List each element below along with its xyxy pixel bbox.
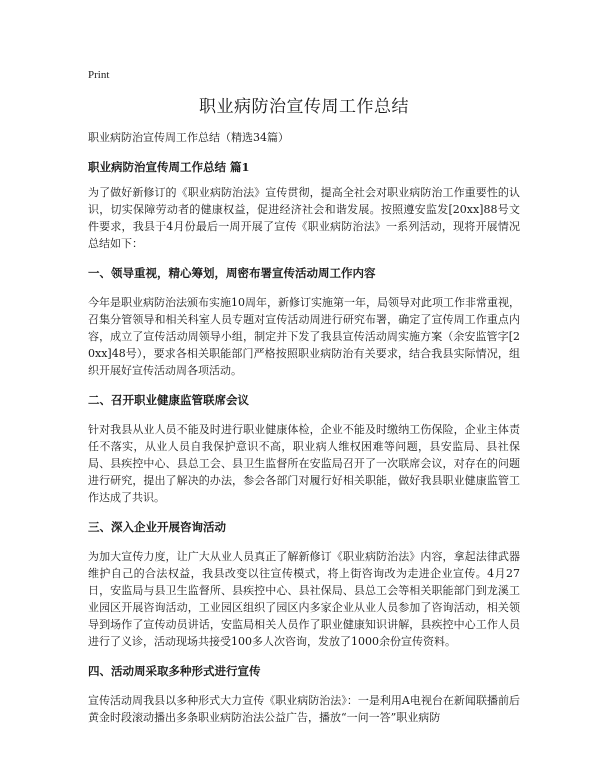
section-body-4: 宣传活动周我县以多种形式大力宣传《职业病防治法》：一是利用A电视台在新闻联播前后黄金时段滚动播出多条职业病防治法公益广告，播放“一问一答”职业病防: [88, 694, 520, 724]
section-body-2: 针对我县从业人员不能及时进行职业健康体检，企业不能及时缴纳工伤保险，企业主体责任不落实，从业人员自我保护意识不高，职业病人维权困难等问题，县安监局、县社保局、县疾控中心、县总工会、县卫生监督所在安监局召开了一次联席会议，对存在的问题进行研究，提出了解决的办法，参会各部门对履行好相关职能，做好我县职业健康监管工作达成了共识。: [88, 423, 520, 504]
section-heading-4: 四、活动周采取多种形式进行宣传: [88, 664, 261, 678]
intro-paragraph: 为了做好新修订的《职业病防治法》宣传贯彻，提高全社会对职业病防治工作重要性的认识，切实保障劳动者的健康权益，促进经济社会和谐发展。按照遵安监发[20xx]88号文件要求，我县于4月份最后一周开展了宣传《职业病防治法》一系列活动，现将开展情况总结如下：: [88, 186, 520, 250]
print-label[interactable]: Print: [88, 69, 110, 81]
document-title: 职业病防治宣传周工作总结: [199, 97, 409, 117]
section-heading-1: 一、领导重视，精心筹划，周密布署宣传活动周工作内容: [88, 266, 376, 280]
section-body-3: 为加大宣传力度，让广大从业人员真正了解新修订《职业病防治法》内容，拿起法律武器维护自己的合法权益，我县改变以往宣传模式，将上街咨询改为走进企业宣传。4月27日，安监局与县卫生监督所、县疾控中心、县社保局、县总工会等相关职能部门到龙溪工业园区开展咨询活动，工业园区组织了园区内多家企业从业人员参加了咨询活动，相关领导到场作了宣传动员讲话，安监局相关人员作了职业健康知识讲解，县疾控中心工作人员进行了义诊，活动现场共接受100多人次咨询，发放了1000余份宣传资料。: [88, 550, 520, 648]
document-subtitle: 职业病防治宣传周工作总结（精选34篇）: [88, 131, 289, 144]
article-title: 职业病防治宣传周工作总结 篇1: [88, 160, 250, 174]
section-heading-2: 二、召开职业健康监管联席会议: [88, 393, 249, 407]
section-body-1: 今年是职业病防治法颁布实施10周年，新修订实施第一年，局领导对此项工作非常重视，召集分管领导和相关科室人员专题对宣传活动周进行研究布署，确定了宣传周工作重点内容，成立了宣传活动周领导小组，制定并下发了我县宣传活动周实施方案（余安监管字[20xx]48号），要求各相关职能部门严格按照职业病防治有关要求，结合我县实际情况，组织开展好宣传活动周各项活动。: [88, 296, 520, 377]
section-heading-3: 三、深入企业开展咨询活动: [88, 520, 226, 534]
